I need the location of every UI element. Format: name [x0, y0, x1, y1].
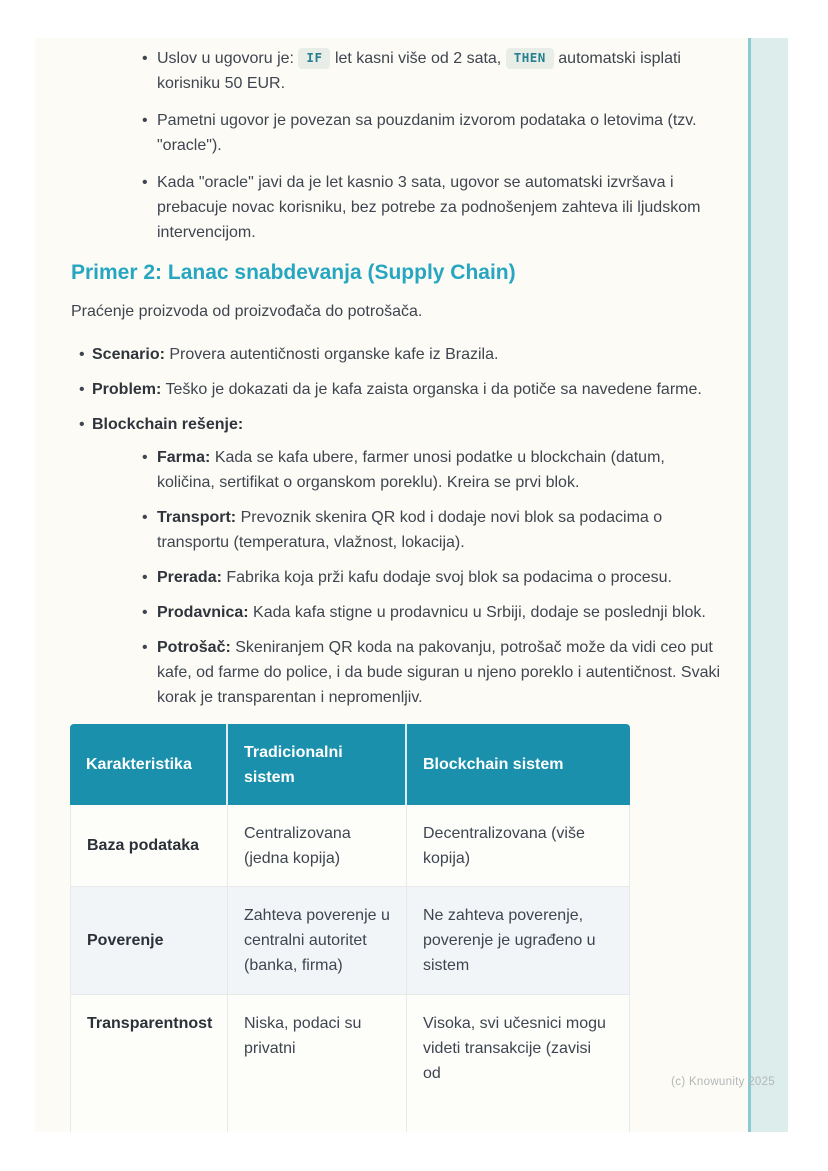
list-item [71, 377, 723, 402]
column-header-blockchain: Blockchain sistem [407, 724, 630, 805]
table-row [70, 887, 630, 995]
list-item [92, 635, 723, 710]
table-row [70, 995, 630, 1132]
bullet-text: let kasni više od 2 sata, [334, 50, 502, 67]
traditional-cell: Zahteva poverenje u centralni autoritet (banka, firma) [228, 887, 407, 995]
blockchain-cell: Ne zahteva poverenje, poverenje je ugrađeno u sistem [407, 887, 630, 995]
traditional-cell: Niska, podaci su privatni [228, 995, 407, 1132]
list-item [92, 565, 723, 590]
blockchain-cell: Decentralizovana (više kopija) [407, 805, 630, 887]
column-header-traditional: Tradicionalni sistem [228, 724, 407, 805]
bullet-text: Teško je dokazati da je kafa zaista organska i da potiče sa navedene farme. [165, 381, 702, 398]
feature-cell: Poverenje [70, 887, 228, 995]
bullet-text: Provera autentičnosti organske kafe iz Brazila. [169, 346, 499, 363]
bullet-text: Kada "oracle" javi da je let kasnio 3 sata, ugovor se automatski izvršava i prebacuje novac korisniku, bez potrebe za podnošenjem zahteva ili ljudskom intervencijom. [157, 174, 701, 241]
bullet-label: Prodavnica: [157, 604, 249, 621]
bullet-text: automatski isplati korisniku 50 EUR. [157, 50, 681, 92]
comparison-table [70, 724, 630, 1132]
accent-band [748, 38, 788, 1132]
bullet-text: Skeniranjem QR koda na pakovanju, potrošač može da vidi ceo put kafe, od farme do police, i da bude siguran u njeno poreklo i autentičnost. Svaki korak je transparentan i nepromenljiv. [157, 639, 721, 706]
bullet-label: Transport: [157, 509, 237, 526]
section-heading: Primer 2: Lanac snabdevanja (Supply Chain) [71, 261, 516, 284]
section-intro: Praćenje proizvoda od proizvođača do potrošača. [71, 303, 423, 320]
bullet-label: Problem: [92, 381, 162, 398]
list-item [92, 505, 723, 555]
traditional-cell: Centralizovana (jedna kopija) [228, 805, 407, 887]
bullet-text: Fabrika koja prži kafu dodaje svoj blok sa podacima o procesu. [226, 569, 672, 586]
list-item [92, 445, 723, 495]
watermark: (c) Knowunity 2025 [671, 1076, 775, 1088]
feature-cell: Baza podataka [70, 805, 228, 887]
list-item [71, 412, 723, 710]
table-row [70, 805, 630, 887]
list-item [71, 108, 723, 158]
main-list [71, 342, 723, 710]
bullet-label: Blockchain rešenje: [92, 416, 244, 433]
bullet-text: Kada se kafa ubere, farmer unosi podatke u blockchain (datum, količina, sertifikat o organskom poreklu). Kreira se prvi blok. [157, 449, 665, 491]
sub-list [92, 445, 723, 710]
bullet-label: Farma: [157, 449, 211, 466]
inline-code-if: IF [298, 48, 330, 69]
list-item [71, 342, 723, 367]
document-page [35, 38, 788, 1132]
bullet-label: Prerada: [157, 569, 222, 586]
blockchain-cell: Visoka, svi učesnici mogu videti transakcije (zavisi od [407, 995, 630, 1132]
intro-list [71, 46, 723, 245]
table-header-row [70, 724, 630, 805]
column-header-feature: Karakteristika [70, 724, 228, 805]
list-item [92, 600, 723, 625]
page-content [71, 46, 723, 1132]
bullet-text: Pametni ugovor je povezan sa pouzdanim izvorom podataka o letovima (tzv. "oracle"). [157, 112, 697, 154]
feature-cell: Transparentnost [70, 995, 228, 1132]
list-item [71, 170, 723, 245]
inline-code-then: THEN [506, 48, 554, 69]
list-item [71, 46, 723, 96]
bullet-label: Scenario: [92, 346, 165, 363]
bullet-text: Kada kafa stigne u prodavnicu u Srbiji, dodaje se poslednji blok. [253, 604, 706, 621]
bullet-text: Prevoznik skenira QR kod i dodaje novi blok sa podacima o transportu (temperatura, vlažnost, lokacija). [157, 509, 663, 551]
bullet-text: Uslov u ugovoru je: [157, 50, 294, 67]
bullet-label: Potrošač: [157, 639, 231, 656]
